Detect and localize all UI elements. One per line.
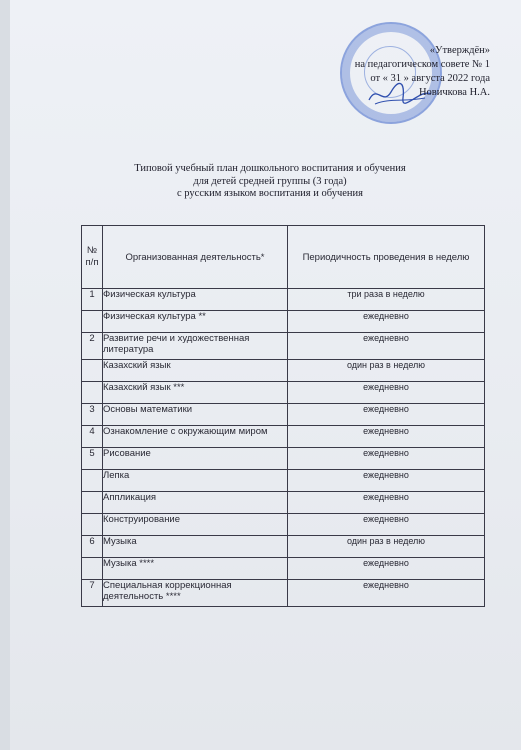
table-header-row: [82, 226, 485, 289]
row-activity: Казахский язык: [103, 360, 288, 382]
title-line-2: для детей средней группы (3 года): [193, 175, 347, 187]
row-activity: Рисование: [103, 448, 288, 470]
document-title: [120, 163, 420, 201]
row-frequency: ежедневно: [288, 404, 485, 426]
row-activity: Развитие речи и художественная литература: [103, 333, 288, 360]
row-number: 1: [82, 289, 103, 311]
table-row: [82, 470, 485, 492]
row-number: [82, 470, 103, 492]
row-number: [82, 558, 103, 580]
header-frequency: Периодичность проведения в неделю: [288, 226, 485, 289]
row-activity: Основы математики: [103, 404, 288, 426]
row-frequency: три раза в неделю: [288, 289, 485, 311]
title-line-3: с русским языком воспитания и обучения: [177, 188, 363, 199]
row-frequency: ежедневно: [288, 382, 485, 404]
table-row: [82, 580, 485, 607]
row-frequency: ежедневно: [288, 470, 485, 492]
row-number: [82, 382, 103, 404]
table-row: [82, 289, 485, 311]
approval-name: Новичкова Н.А.: [418, 87, 490, 98]
row-activity: Ознакомление с окружающим миром: [103, 426, 288, 448]
row-activity: Лепка: [103, 470, 288, 492]
row-number: 6: [82, 536, 103, 558]
table-row: [82, 360, 485, 382]
row-number: 2: [82, 333, 103, 360]
row-frequency: ежедневно: [288, 333, 485, 360]
row-frequency: ежедневно: [288, 448, 485, 470]
approval-heading: «Утверждён»: [429, 45, 490, 56]
row-number: [82, 514, 103, 536]
row-number: 5: [82, 448, 103, 470]
table-row: [82, 404, 485, 426]
row-number: 4: [82, 426, 103, 448]
row-frequency: один раз в неделю: [288, 536, 485, 558]
row-frequency: ежедневно: [288, 558, 485, 580]
row-frequency: один раз в неделю: [288, 360, 485, 382]
row-frequency: ежедневно: [288, 514, 485, 536]
approval-block: [340, 44, 490, 100]
header-number: № п/п: [82, 226, 103, 289]
table-row: [82, 311, 485, 333]
row-activity: Музыка ****: [103, 558, 288, 580]
row-frequency: ежедневно: [288, 426, 485, 448]
row-number: [82, 360, 103, 382]
row-activity: Аппликация: [103, 492, 288, 514]
title-line-1: Типовой учебный план дошкольного воспитания и обучения: [134, 163, 406, 174]
row-frequency: ежедневно: [288, 311, 485, 333]
row-number: 7: [82, 580, 103, 607]
approval-date: от « 31 » августа 2022 года: [370, 73, 490, 84]
row-activity: Казахский язык ***: [103, 382, 288, 404]
row-activity: Физическая культура: [103, 289, 288, 311]
row-activity: Музыка: [103, 536, 288, 558]
table-row: [82, 492, 485, 514]
row-number: 3: [82, 404, 103, 426]
row-activity: Специальная коррекционная деятельность ****: [103, 580, 288, 607]
row-activity: Конструирование: [103, 514, 288, 536]
row-activity: Физическая культура **: [103, 311, 288, 333]
document-page: [10, 0, 521, 750]
header-activity: Организованная деятельность*: [103, 226, 288, 289]
approval-council: на педагогическом совете № 1: [354, 59, 490, 70]
table-row: [82, 448, 485, 470]
row-number: [82, 492, 103, 514]
row-frequency: ежедневно: [288, 492, 485, 514]
row-frequency: ежедневно: [288, 580, 485, 607]
table-row: [82, 536, 485, 558]
curriculum-table: [81, 225, 485, 607]
table-row: [82, 382, 485, 404]
table-row: [82, 514, 485, 536]
table-row: [82, 333, 485, 360]
table-row: [82, 558, 485, 580]
table-row: [82, 426, 485, 448]
row-number: [82, 311, 103, 333]
